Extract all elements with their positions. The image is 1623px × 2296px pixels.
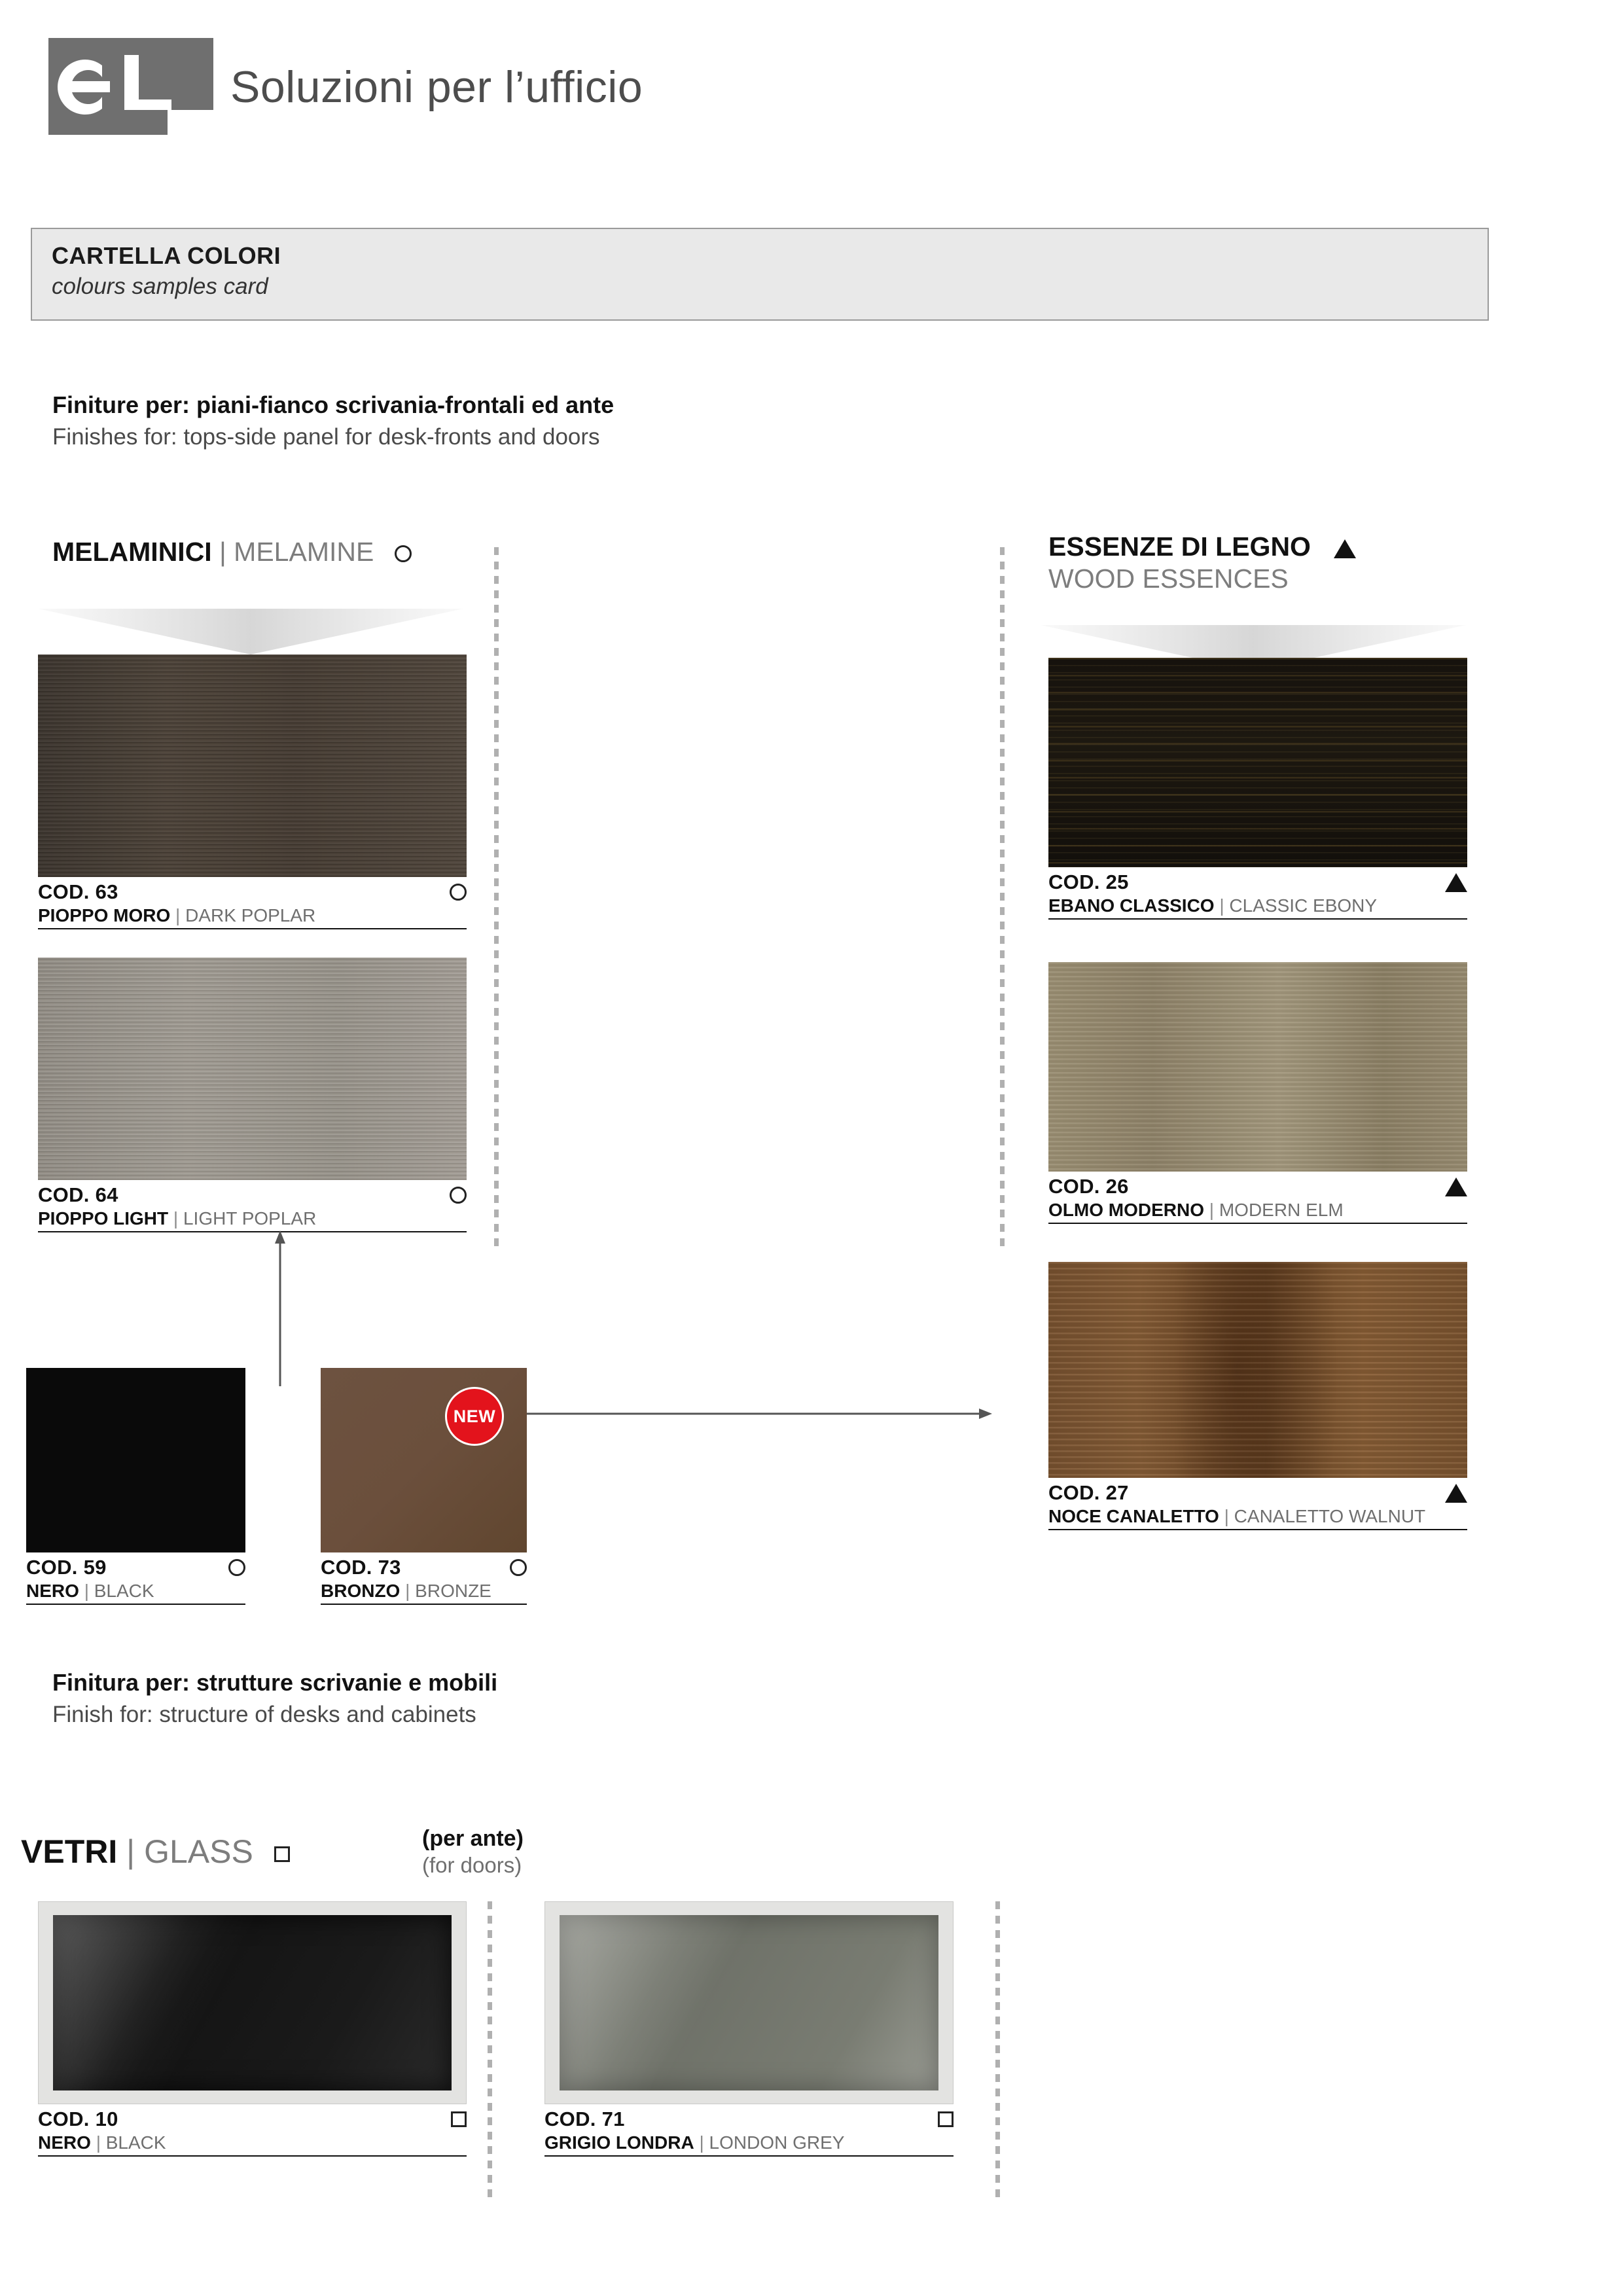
swatch-caption-cod-27 bbox=[1048, 1478, 1467, 1530]
swatch-chip-ebony bbox=[1048, 658, 1467, 867]
swatch-names bbox=[1048, 1505, 1467, 1527]
intro-finishes-tops bbox=[52, 391, 614, 450]
swatch-name-separator: | bbox=[699, 2132, 704, 2153]
swatch-caption-cod-71 bbox=[544, 2104, 954, 2157]
per-ante-it: (per ante) bbox=[422, 1826, 524, 1851]
per-ante-en: (for doors) bbox=[422, 1853, 522, 1877]
document-title-it: CARTELLA COLORI bbox=[52, 242, 281, 269]
swatch-name-en: LIGHT POPLAR bbox=[183, 1208, 317, 1229]
swatch-chip-glass-grey bbox=[544, 1901, 954, 2104]
glass-reflection bbox=[53, 1915, 452, 2090]
divider-dotted-glass-1 bbox=[488, 1901, 492, 2202]
glass-reflection bbox=[560, 1915, 938, 2090]
swatch-caption-cod-64 bbox=[38, 1180, 467, 1232]
swatch-cod-64[interactable] bbox=[38, 958, 467, 1232]
swatch-name-it: PIOPPO MORO bbox=[38, 905, 171, 925]
swatch-name-separator: | bbox=[173, 1208, 179, 1229]
swatch-chip-bronze bbox=[321, 1368, 527, 1552]
intro-finishes-structure bbox=[52, 1669, 497, 1728]
connector-bronze-to-wood bbox=[524, 1401, 995, 1430]
swatch-cod-26[interactable] bbox=[1048, 962, 1467, 1224]
circle-marker-icon bbox=[395, 545, 412, 562]
swatch-name-en: CANALETTO WALNUT bbox=[1234, 1506, 1426, 1526]
swatch-cod-63[interactable] bbox=[38, 655, 467, 929]
swatch-name-separator: | bbox=[175, 905, 181, 925]
swatch-chip-glass-black bbox=[38, 1901, 467, 2104]
swatch-chip-elm bbox=[1048, 962, 1467, 1172]
intro-2-en: Finish for: structure of desks and cabinets bbox=[52, 1702, 476, 1727]
swatch-name-it: NOCE CANALETTO bbox=[1048, 1506, 1219, 1526]
swatch-names bbox=[1048, 894, 1467, 916]
divider-dotted-wood bbox=[1000, 547, 1005, 1247]
swatch-names bbox=[544, 2131, 954, 2153]
swatch-caption-cod-63 bbox=[38, 877, 467, 929]
swatch-name-it: OLMO MODERNO bbox=[1048, 1200, 1204, 1220]
per-ante-note bbox=[422, 1826, 524, 1878]
triangle-marker-icon bbox=[1445, 873, 1467, 892]
glass-label-it: VETRI bbox=[21, 1833, 118, 1870]
swatch-name-it: NERO bbox=[26, 1581, 79, 1601]
melamine-label-it: MELAMINICI bbox=[52, 537, 212, 567]
divider-dotted-glass-2 bbox=[995, 1901, 1000, 2202]
swatch-cod-73[interactable] bbox=[321, 1368, 527, 1605]
glass-inner-grey bbox=[560, 1915, 938, 2090]
swatch-caption-cod-26 bbox=[1048, 1172, 1467, 1224]
swatch-name-en: BLACK bbox=[94, 1581, 154, 1601]
swatch-names bbox=[38, 904, 467, 926]
intro-1-it: Finiture per: piani-fianco scrivania-frontali ed ante bbox=[52, 391, 615, 418]
swatch-caption-cod-25 bbox=[1048, 867, 1467, 920]
swatch-name-it: BRONZO bbox=[321, 1581, 401, 1601]
swatch-caption-cod-73 bbox=[321, 1552, 527, 1605]
connector-bronze-to-melamine bbox=[249, 1229, 321, 1390]
swatch-name-en: CLASSIC EBONY bbox=[1229, 895, 1378, 916]
swatch-cod-59[interactable] bbox=[26, 1368, 245, 1605]
triangle-marker-icon bbox=[1445, 1177, 1467, 1196]
glass-inner-black bbox=[53, 1915, 452, 2090]
melamine-label-en: MELAMINE bbox=[234, 537, 374, 567]
section-heading-glass bbox=[21, 1833, 290, 1871]
swatch-cod-71[interactable] bbox=[544, 1901, 954, 2157]
swatch-code: COD. 25 bbox=[1048, 870, 1129, 893]
swatch-name-separator: | bbox=[96, 2132, 101, 2153]
swatch-names bbox=[38, 1207, 467, 1229]
swatch-code: COD. 59 bbox=[26, 1556, 107, 1579]
square-marker-icon bbox=[451, 2111, 467, 2127]
swatch-code: COD. 27 bbox=[1048, 1481, 1129, 1504]
melamine-arrow-graphic bbox=[38, 609, 463, 660]
swatch-name-en: MODERN ELM bbox=[1219, 1200, 1344, 1220]
swatch-name-separator: | bbox=[1219, 895, 1224, 916]
document-title-en: colours samples card bbox=[52, 274, 268, 299]
swatch-chip-black bbox=[26, 1368, 245, 1552]
swatch-names bbox=[1048, 1198, 1467, 1221]
square-marker-icon bbox=[938, 2111, 954, 2127]
circle-marker-icon bbox=[510, 1559, 527, 1576]
intro-1-en: Finishes for: tops-side panel for desk-fronts and doors bbox=[52, 424, 600, 450]
square-marker-icon bbox=[274, 1846, 290, 1862]
wood-label-it: ESSENZE DI LEGNO bbox=[1048, 531, 1311, 562]
swatch-code: COD. 10 bbox=[38, 2108, 118, 2130]
section-heading-melamine bbox=[52, 537, 412, 567]
swatch-name-it: PIOPPO LIGHT bbox=[38, 1208, 169, 1229]
intro-2-it: Finitura per: strutture scrivanie e mobili bbox=[52, 1669, 498, 1696]
swatch-code: COD. 63 bbox=[38, 880, 118, 903]
circle-marker-icon bbox=[450, 884, 467, 901]
swatch-name-separator: | bbox=[1209, 1200, 1215, 1220]
melamine-separator: | bbox=[219, 537, 226, 567]
glass-separator: | bbox=[126, 1833, 135, 1870]
circle-marker-icon bbox=[450, 1187, 467, 1204]
triangle-marker-icon bbox=[1445, 1484, 1467, 1503]
glass-label-en: GLASS bbox=[144, 1833, 253, 1870]
swatch-name-en: LONDON GREY bbox=[709, 2132, 845, 2153]
swatch-names bbox=[38, 2131, 467, 2153]
document-title-box bbox=[31, 228, 1489, 321]
swatch-code: COD. 73 bbox=[321, 1556, 401, 1579]
swatch-chip-dark-poplar bbox=[38, 655, 467, 877]
swatch-chip-light-poplar bbox=[38, 958, 467, 1180]
swatch-names bbox=[26, 1579, 245, 1602]
swatch-cod-10[interactable] bbox=[38, 1901, 467, 2157]
swatch-name-en: BLACK bbox=[105, 2132, 166, 2153]
swatch-name-separator: | bbox=[1224, 1506, 1229, 1526]
swatch-name-it: GRIGIO LONDRA bbox=[544, 2132, 694, 2153]
divider-dotted-melamine bbox=[494, 547, 499, 1247]
swatch-cod-25[interactable] bbox=[1048, 658, 1467, 920]
swatch-cod-27[interactable] bbox=[1048, 1262, 1467, 1530]
circle-marker-icon bbox=[228, 1559, 245, 1576]
swatch-name-it: EBANO CLASSICO bbox=[1048, 895, 1215, 916]
swatch-names bbox=[321, 1579, 527, 1602]
page-title: Soluzioni per l’ufficio bbox=[230, 62, 643, 112]
swatch-caption-cod-59 bbox=[26, 1552, 245, 1605]
wood-label-en: WOOD ESSENCES bbox=[1048, 564, 1289, 594]
swatch-name-separator: | bbox=[84, 1581, 89, 1601]
new-badge: NEW bbox=[447, 1389, 502, 1444]
swatch-caption-cod-10 bbox=[38, 2104, 467, 2157]
swatch-name-it: NERO bbox=[38, 2132, 91, 2153]
page-header bbox=[39, 26, 643, 147]
swatch-chip-walnut bbox=[1048, 1262, 1467, 1478]
swatch-name-en: BRONZE bbox=[415, 1581, 491, 1601]
swatch-code: COD. 26 bbox=[1048, 1175, 1129, 1198]
company-logo bbox=[39, 26, 216, 147]
swatch-code: COD. 64 bbox=[38, 1183, 118, 1206]
triangle-marker-icon bbox=[1334, 539, 1356, 558]
swatch-name-en: DARK POPLAR bbox=[185, 905, 316, 925]
section-heading-wood bbox=[1048, 531, 1356, 594]
swatch-code: COD. 71 bbox=[544, 2108, 625, 2130]
swatch-name-separator: | bbox=[405, 1581, 410, 1601]
